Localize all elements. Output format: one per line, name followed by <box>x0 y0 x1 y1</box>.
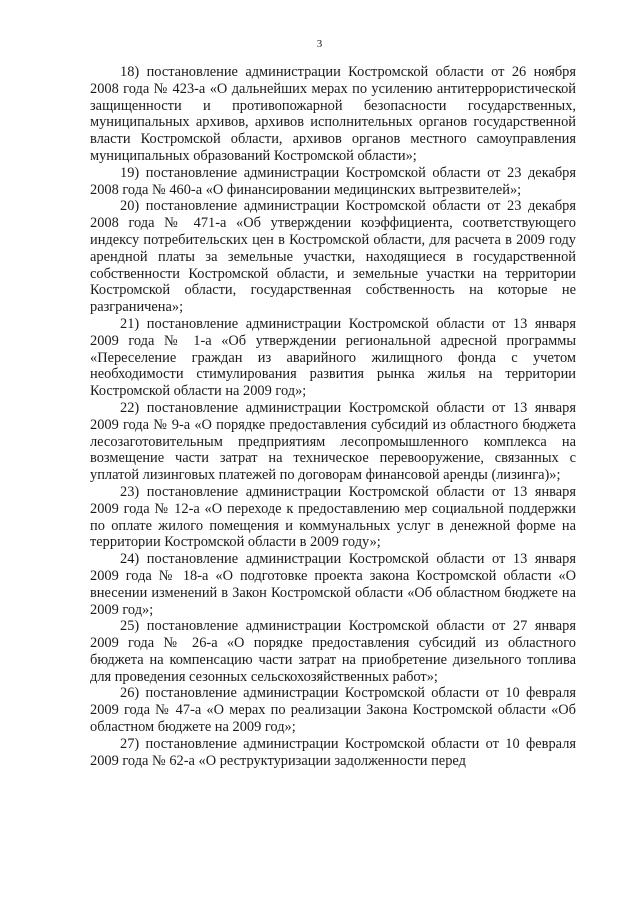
list-item-18: 18) постановление администрации Костромской области от 26 ноября 2008 года № 423-а «О дальнейших мерах по усилению антитеррористической защищенности и противопожарной безопасности государственных, муниципальных архивов, архивов исполнительных органов государственной власти Костромской области, архивов органов местного самоуправления муниципальных образований Костромской области»; <box>90 64 576 164</box>
list-item-22: 22) постановление администрации Костромской области от 13 января 2009 года № 9-а «О порядке предоставления субсидий из областного бюджета лесозаготовительным предприятиям лесопромышленного комплекса на возмещение части затрат на техническое перевооружение, связанных с уплатой лизинговых платежей по договорам финансовой аренды (лизинга)»; <box>90 399 576 484</box>
list-item-25: 25) постановление администрации Костромской области от 27 января 2009 года № 26-а «О порядке предоставления субсидий из областного бюджета на компенсацию части затрат на приобретение дизельного топлива для проведения сезонных сельскохозяйственных работ»; <box>90 618 576 685</box>
list-item-27: 27) постановление администрации Костромской области от 10 февраля 2009 года № 62-а «О реструктуризации задолженности перед <box>90 735 576 769</box>
page-number: 3 <box>316 38 323 50</box>
list-item-20: 20) постановление администрации Костромской области от 23 декабря 2008 года № 471-а «Об утверждении коэффициента, соответствующего индексу потребительских цен в Костромской области, для расчета в 2009 году арендной платы за земельные участки, находящиеся в государственной собственности Костромской области, и земельные участки на территории Костромской области, государственная собственность на которые не разграничена»; <box>90 198 576 316</box>
list-item-26: 26) постановление администрации Костромской области от 10 февраля 2009 года № 47-а «О мерах по реализации Закона Костромской области «Об областном бюджете на 2009 год»; <box>90 685 576 736</box>
list-item-23: 23) постановление администрации Костромской области от 13 января 2009 года № 12-а «О переходе к предоставлению мер социальной поддержки по оплате жилого помещения и коммунальных услуг в денежной форме на территории Костромской области в 2009 году»; <box>90 483 576 551</box>
list-item-24: 24) постановление администрации Костромской области от 13 января 2009 года № 18-а «О подготовке проекта закона Костромской области «О внесении изменений в Закон Костромской области «Об областном бюджете на 2009 год»; <box>90 551 576 618</box>
document-body <box>90 64 576 769</box>
list-item-21: 21) постановление администрации Костромской области от 13 января 2009 года № 1-а «Об утверждении региональной адресной программы «Переселение граждан из аварийного жилищного фонда с учетом необходимости стимулирования развития рынка жилья на территории Костромской области на 2009 год»; <box>90 315 576 400</box>
list-item-19: 19) постановление администрации Костромской области от 23 декабря 2008 года № 460-а «О финансировании медицинских вытрезвителей»; <box>90 164 576 198</box>
